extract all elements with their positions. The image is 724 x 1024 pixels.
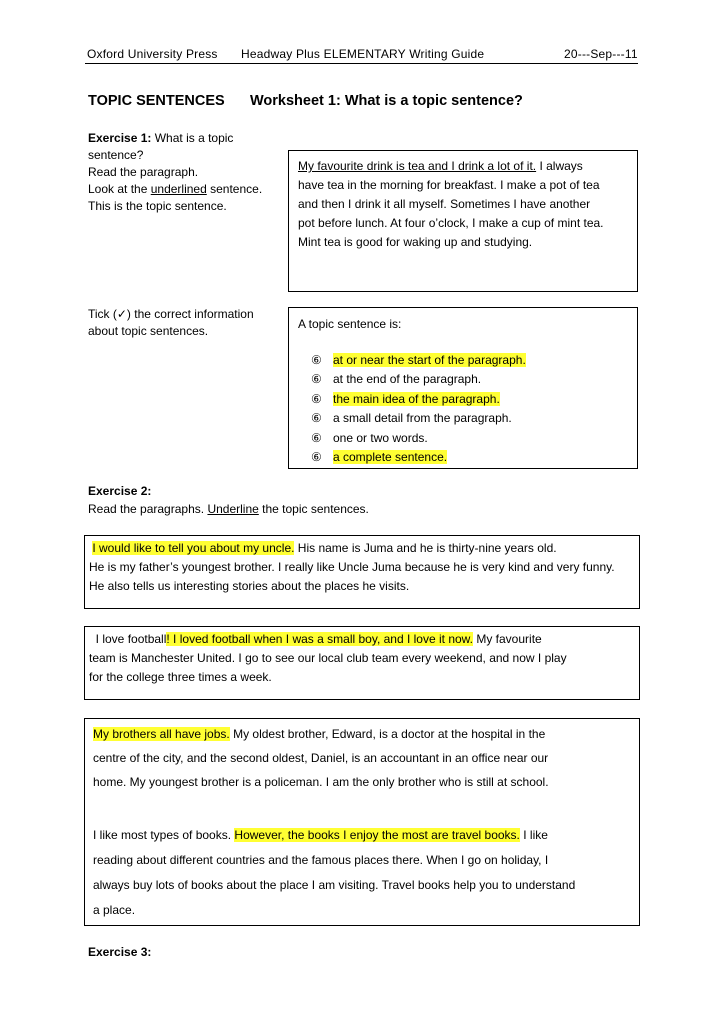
paragraph-uncle: I would like to tell you about my uncle. His name is Juma and he is thirty-nine years old. He is my father’s youngest brother. I really like Uncle Juma because he is very kind and very funny. He also tells us interesting stories about the places he visits. bbox=[89, 541, 615, 593]
options-title: A topic sentence is: bbox=[298, 317, 402, 331]
tick-box-icon[interactable]: ⑥ bbox=[311, 411, 322, 426]
option-text: at or near the start of the paragraph. bbox=[333, 353, 526, 367]
paragraph-books: I like most types of books. However, the books I enjoy the most are travel books. I like reading about different countries and the famous places there. When I go on holiday, I always buy lots of books about the place I am visiting. Travel books help you to understand a place. bbox=[93, 828, 576, 917]
paragraph-brothers: My brothers all have jobs. My oldest brother, Edward, is a doctor at the hospital in the centre of the city, and the second oldest, Daniel, is an accountant in an office near our home. My youngest brother is a policeman. I am the only brother who is still at school. bbox=[93, 727, 549, 789]
title-worksheet: Worksheet 1: What is a topic sentence? bbox=[250, 93, 523, 109]
option-item[interactable] bbox=[311, 411, 512, 425]
tick-box-icon[interactable]: ⑥ bbox=[311, 450, 322, 464]
option-item[interactable] bbox=[311, 431, 428, 445]
option-item[interactable] bbox=[311, 372, 481, 386]
option-text: the main idea of the paragraph. bbox=[333, 391, 500, 406]
paragraph-football: I love football! I loved football when I was a small boy, and I love it now. My favourite team is Manchester United. I go to see our local club team every weekend, and now I play for the college three times a week. bbox=[89, 632, 567, 684]
paragraph-books-topic: However, the books I enjoy the most are travel books. bbox=[234, 828, 520, 842]
option-item[interactable] bbox=[311, 353, 526, 367]
title-topic: TOPIC SENTENCES bbox=[88, 93, 225, 109]
exercise2-instructions: Read the paragraphs. Underline the topic sentences. bbox=[88, 502, 369, 516]
option-item[interactable] bbox=[311, 392, 500, 406]
paragraph-football-topic: ! I loved football when I was a small boy, and I love it now. bbox=[166, 632, 473, 646]
tick-instructions: Tick (✓) the correct information about topic sentences. bbox=[88, 307, 254, 338]
exercise1-topic-sentence: My favourite drink is tea and I drink a lot of it. bbox=[298, 159, 537, 173]
tick-box-icon[interactable]: ⑥ bbox=[311, 430, 322, 445]
header-rule bbox=[85, 63, 638, 64]
option-text: one or two words. bbox=[333, 430, 428, 445]
exercise1-label: Exercise 1: bbox=[88, 131, 152, 145]
exercise1-line4: This is the topic sentence. bbox=[88, 199, 227, 213]
exercise2-label: Exercise 2: bbox=[88, 484, 152, 498]
tick-box-icon[interactable]: ⑥ bbox=[311, 372, 322, 387]
exercise3-label: Exercise 3: bbox=[88, 945, 152, 959]
exercise1-paragraph: My favourite drink is tea and I drink a lot of it. I always have tea in the morning for breakfast. I make a pot of tea and then I drink it all myself. Sometimes I have another pot before lunch. At four o’clock, I make a cup of mint tea. Mint tea is good for waking up and studying. bbox=[298, 159, 604, 249]
exercise1-instructions bbox=[88, 130, 288, 215]
paragraph-uncle-topic: I would like to tell you about my uncle. bbox=[92, 541, 295, 555]
header-publisher: Oxford University Press bbox=[87, 47, 218, 61]
exercise1-question: What is a topic sentence? bbox=[88, 131, 234, 162]
option-text: at the end of the paragraph. bbox=[333, 372, 482, 387]
option-text: a complete sentence. bbox=[333, 450, 448, 464]
exercise1-line3: Look at the underlined sentence. bbox=[88, 182, 263, 196]
paragraph-brothers-topic: My brothers all have jobs. bbox=[93, 727, 230, 741]
header-book-title: Headway Plus ELEMENTARY Writing Guide bbox=[241, 47, 485, 61]
option-text: a small detail from the paragraph. bbox=[333, 411, 512, 426]
header-date: 20---Sep---11 bbox=[564, 47, 638, 61]
exercise1-line2: Read the paragraph. bbox=[88, 165, 199, 179]
tick-box-icon[interactable]: ⑥ bbox=[311, 391, 322, 406]
option-item[interactable] bbox=[311, 450, 447, 464]
tick-box-icon[interactable]: ⑥ bbox=[311, 353, 322, 367]
